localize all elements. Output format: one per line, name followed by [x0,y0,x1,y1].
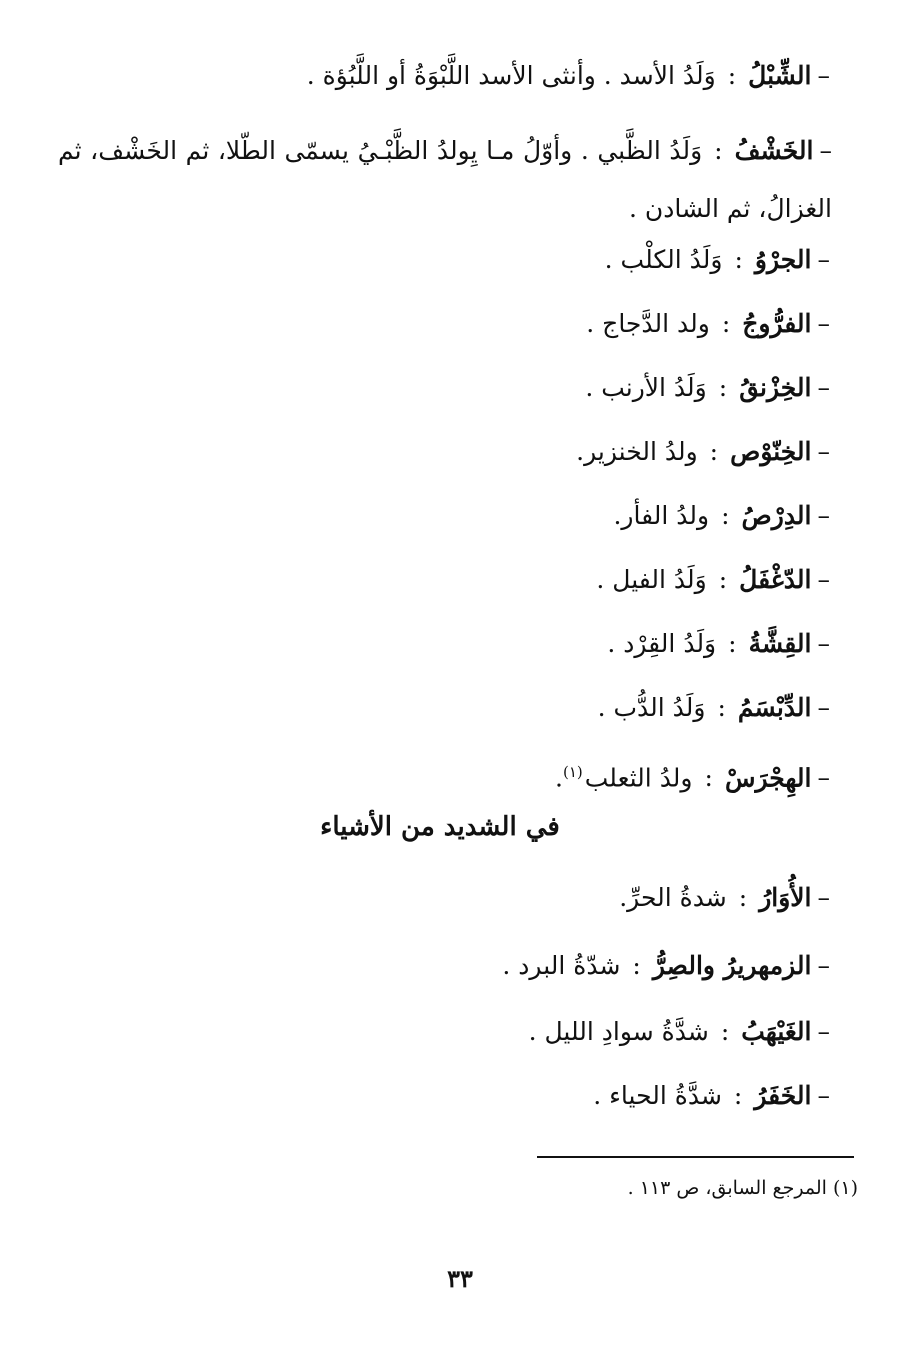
entry-dash: – [817,437,830,466]
entry-dash: – [817,309,830,338]
entry-khinnaws [60,434,830,470]
entry-dash: – [817,629,830,658]
entry-definition: ولدُ الخنزير. [576,437,698,466]
entry-definition: وَلَدُ الكلْب . [604,245,723,274]
entry-definition: وَلَدُ الفيل . [596,565,707,594]
entry-term: الغَيْهَبُ [741,1017,812,1046]
section-heading: في الشديد من الأشياء [320,812,560,842]
entry-dash: – [817,245,830,274]
entry-khirniq [60,370,830,406]
entry-separator: : [704,763,713,793]
entry-qishsha [60,626,830,662]
entry-term: الهِجْرَسْ [724,763,812,793]
entry-separator: : [728,629,737,658]
entry-separator: : [734,245,743,274]
entry-definition: شدّةُ البرد . [502,951,621,980]
entry-dash: – [819,136,832,165]
entry-khashf-paragraph [58,122,832,238]
entry-zamharir [60,948,830,984]
entry-separator: : [709,437,719,466]
entry-dash: – [817,373,830,402]
entry-definition: وَلَدُ الأسد . وأنثى الأسد اللَّبْوَةُ أو اللَّبُؤة . [306,61,716,90]
entry-definition: وَلَدُ الدُّب . [597,693,706,722]
entry-separator: : [727,61,737,90]
entry-term: الجرْوُ [754,245,812,274]
entry-term: الخَشْفُ [734,136,814,165]
entry-term: الدّغْفَلُ [739,565,812,594]
entry-dash: – [817,1081,830,1110]
entry-dash: – [817,501,830,530]
page-number: ٣٣ [447,1264,473,1293]
entry-separator: : [718,565,728,594]
entry-dash: – [817,951,830,980]
entry-khafar [60,1078,830,1114]
entry-separator: : [733,1081,743,1110]
entry-shibl [60,58,830,94]
entry-separator: : [718,373,728,402]
entry-jarw [60,242,830,278]
footnote-reference[interactable]: (١) [562,763,583,781]
entry-definition: ولد الدَّجاج . [586,309,710,338]
entry-term: الشِّبْلُ [748,61,812,90]
entry-definition: ولدُ الثعلب [584,763,693,793]
entry-definition: وَلَدُ الظَّبي . وأوّلُ مـا يِولدُ الظَّبْـيُ يسمّى الطّلا، ثم الخَشْف، ثم الغزالُ، ثم الشادن . [58,136,832,223]
entry-separator: : [721,501,730,530]
entry-definition: ولدُ الفأر. [613,501,710,530]
entry-separator: : [717,693,726,722]
entry-dibsam [60,690,830,726]
entry-term: الدِرْصُ [741,501,812,530]
entry-term: الزمهريرُ والصِرُّ [652,951,812,980]
entry-dash: – [817,61,830,90]
entry-definition: شدةُ الحرِّ. [619,883,727,912]
entry-dash: – [817,763,830,793]
entry-separator: : [720,1017,730,1046]
entry-dash: – [817,883,830,912]
entry-term: الأُوَارُ [759,883,812,912]
entry-definition: وَلَدُ الأرنب . [585,373,707,402]
entry-term: القِشَّةُ [748,629,812,658]
entry-uwar [60,880,830,916]
entry-ghayhab [60,1014,830,1050]
entry-separator: : [714,136,723,165]
footnote-text: (١) المرجع السابق، ص ١١٣ . [627,1177,858,1199]
entry-end-mark: . [555,763,563,793]
entry-farruj [60,306,830,342]
entry-separator: : [721,309,731,338]
entry-dirs [60,498,830,534]
entry-term: الخِزْنقُ [739,373,812,402]
entry-term: الخَفَرُ [754,1081,812,1110]
entry-term: الدِّبْسَمُ [737,693,812,722]
entry-hijris [60,754,830,796]
entry-definition: وَلَدُ القِرْد . [607,629,717,658]
entry-separator: : [738,883,748,912]
entry-term: الخِنّوْص [730,437,812,466]
entry-dash: – [817,565,830,594]
entry-definition: شدَّةُ الحياء . [593,1081,722,1110]
entry-definition: شدَّةُ سوادِ الليل . [528,1017,709,1046]
footnote-divider [537,1156,854,1158]
entry-dash: – [817,1017,830,1046]
entry-term: الفرُّوجُ [742,309,812,338]
entry-daghfal [60,562,830,598]
entry-dash: – [817,693,830,722]
entry-separator: : [632,951,641,980]
